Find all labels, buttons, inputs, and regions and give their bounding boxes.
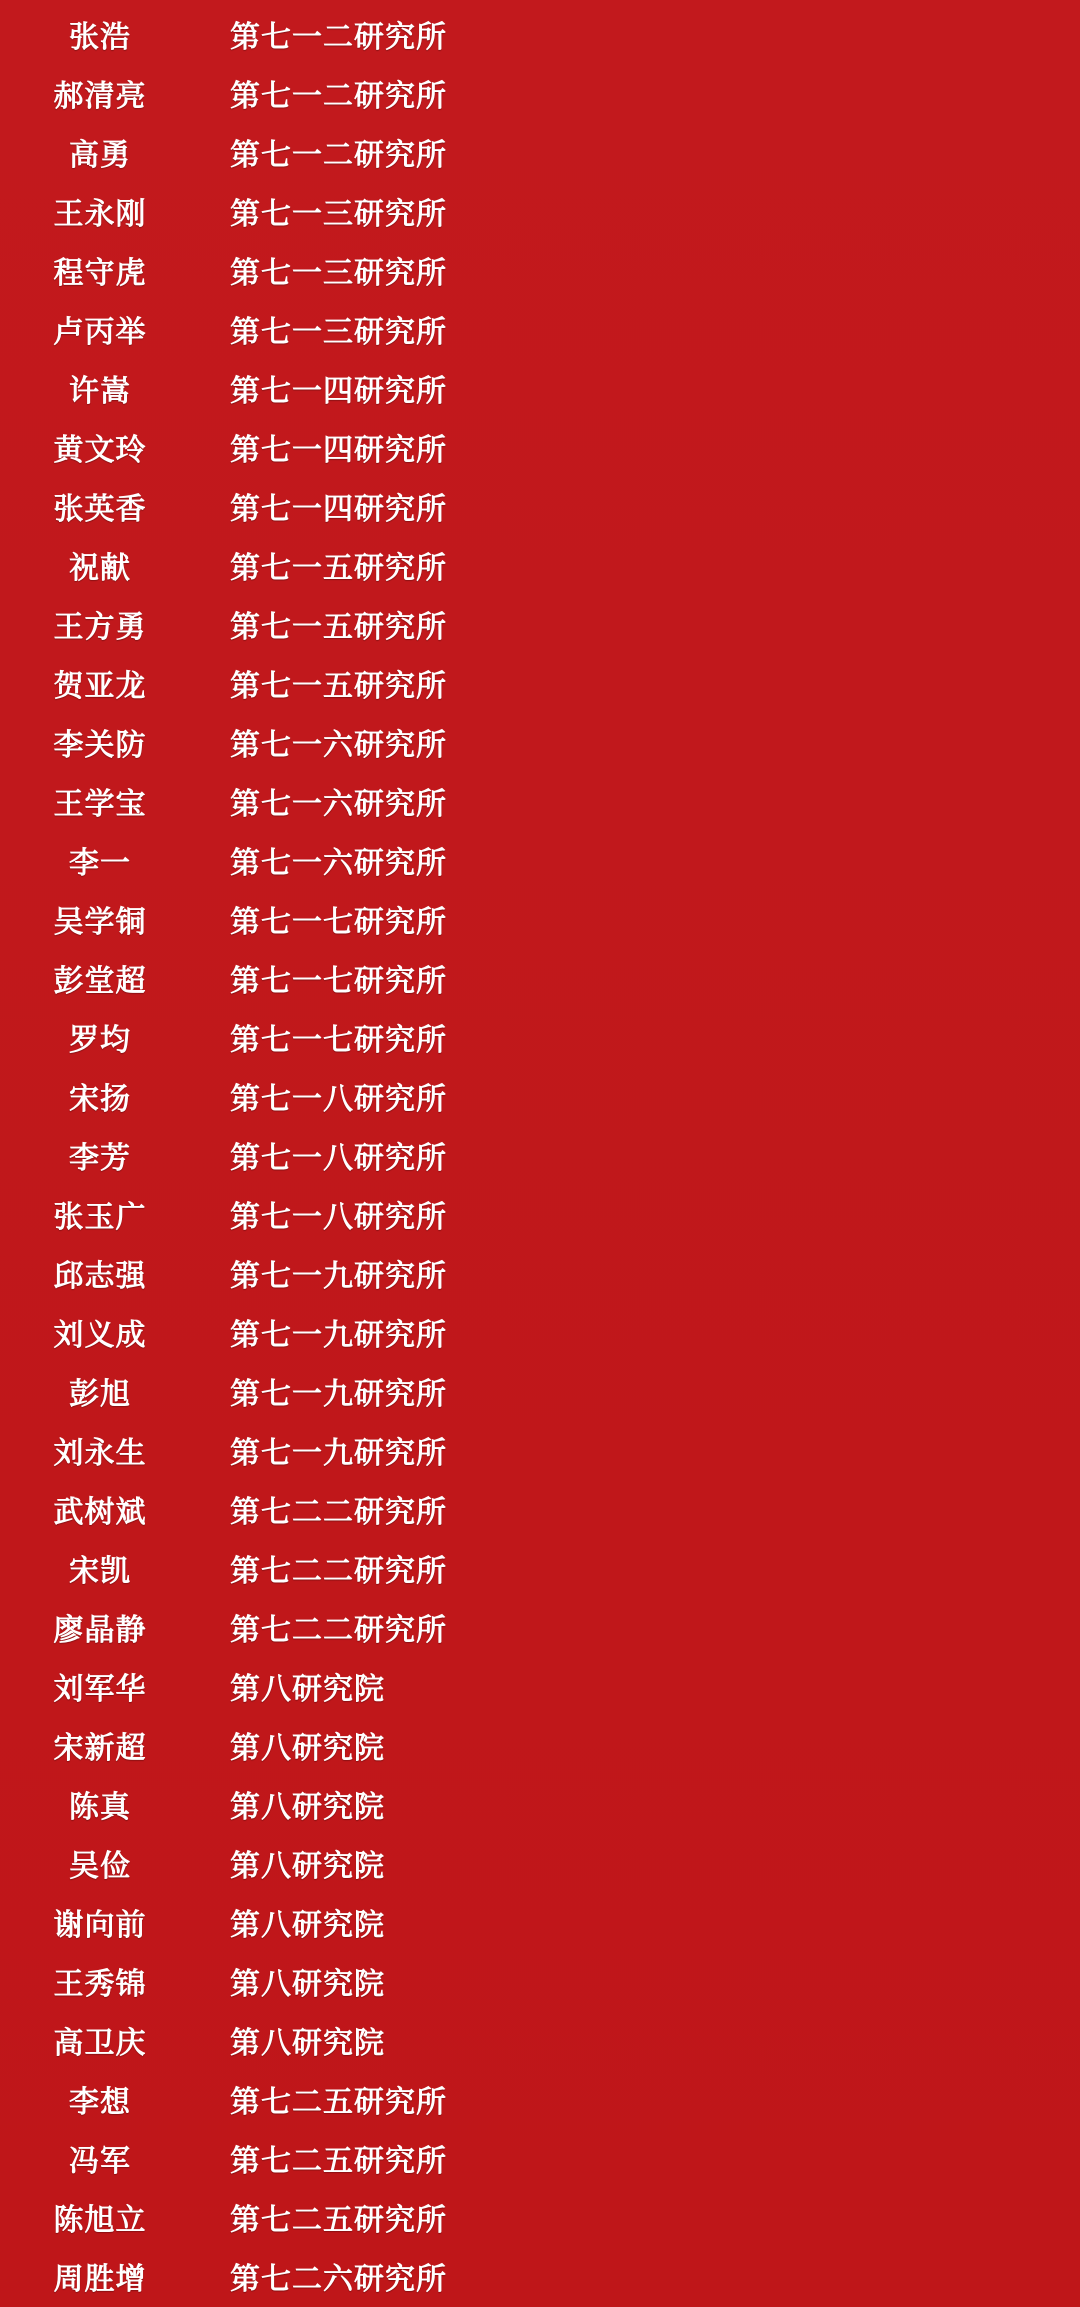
person-unit: 第七一四研究所 bbox=[230, 433, 447, 467]
person-unit: 第七一二研究所 bbox=[230, 138, 447, 172]
person-name: 李想 bbox=[69, 2085, 131, 2119]
roster-row bbox=[0, 535, 1080, 594]
person-unit: 第七一五研究所 bbox=[230, 669, 447, 703]
person-name: 王学宝 bbox=[53, 787, 147, 821]
roster-row bbox=[0, 299, 1080, 358]
person-name: 许嵩 bbox=[69, 374, 131, 408]
person-name: 谢向前 bbox=[53, 1908, 147, 1942]
person-name: 刘义成 bbox=[53, 1318, 147, 1352]
person-unit: 第七一八研究所 bbox=[230, 1082, 447, 1116]
roster-row bbox=[0, 1361, 1080, 1420]
person-unit: 第七二五研究所 bbox=[230, 2085, 447, 2119]
roster-row bbox=[0, 2246, 1080, 2305]
person-unit: 第八研究院 bbox=[230, 1731, 385, 1765]
roster-row bbox=[0, 240, 1080, 299]
person-name: 黄文玲 bbox=[53, 433, 147, 467]
person-unit: 第八研究院 bbox=[230, 1790, 385, 1824]
person-name: 郝清亮 bbox=[53, 79, 147, 113]
roster-row bbox=[0, 1479, 1080, 1538]
person-name: 李芳 bbox=[69, 1141, 131, 1175]
person-name: 宋新超 bbox=[53, 1731, 147, 1765]
person-unit: 第八研究院 bbox=[230, 2026, 385, 2060]
person-unit: 第七二二研究所 bbox=[230, 1554, 447, 1588]
roster-row bbox=[0, 653, 1080, 712]
person-name: 武树斌 bbox=[53, 1495, 147, 1529]
roster-row bbox=[0, 594, 1080, 653]
person-unit: 第七一四研究所 bbox=[230, 492, 447, 526]
roster-row bbox=[0, 1892, 1080, 1951]
person-unit: 第七一六研究所 bbox=[230, 787, 447, 821]
person-unit: 第七一三研究所 bbox=[230, 315, 447, 349]
roster-row bbox=[0, 1125, 1080, 1184]
person-unit: 第七二二研究所 bbox=[230, 1613, 447, 1647]
person-unit: 第七一九研究所 bbox=[230, 1436, 447, 1470]
person-unit: 第七二五研究所 bbox=[230, 2203, 447, 2237]
roster-list bbox=[0, 4, 1080, 2305]
person-name: 程守虎 bbox=[53, 256, 147, 290]
person-name: 邱志强 bbox=[53, 1259, 147, 1293]
person-name: 贺亚龙 bbox=[53, 669, 147, 703]
person-unit: 第七一三研究所 bbox=[230, 256, 447, 290]
roster-row bbox=[0, 2010, 1080, 2069]
person-name: 宋凯 bbox=[69, 1554, 131, 1588]
roster-row bbox=[0, 712, 1080, 771]
person-name: 彭旭 bbox=[69, 1377, 131, 1411]
person-unit: 第七一九研究所 bbox=[230, 1318, 447, 1352]
person-name: 刘永生 bbox=[53, 1436, 147, 1470]
person-unit: 第七一七研究所 bbox=[230, 905, 447, 939]
person-name: 吴学铜 bbox=[53, 905, 147, 939]
person-name: 高卫庆 bbox=[53, 2026, 147, 2060]
person-name: 李一 bbox=[69, 846, 131, 880]
person-name: 高勇 bbox=[69, 138, 131, 172]
person-unit: 第七二二研究所 bbox=[230, 1495, 447, 1529]
person-name: 刘军华 bbox=[53, 1672, 147, 1706]
roster-row bbox=[0, 1066, 1080, 1125]
person-name: 王秀锦 bbox=[53, 1967, 147, 2001]
person-unit: 第七一七研究所 bbox=[230, 964, 447, 998]
person-name: 卢丙举 bbox=[53, 315, 147, 349]
person-unit: 第七二五研究所 bbox=[230, 2144, 447, 2178]
person-unit: 第七一二研究所 bbox=[230, 20, 447, 54]
person-unit: 第七一六研究所 bbox=[230, 728, 447, 762]
roster-row bbox=[0, 1302, 1080, 1361]
roster-row bbox=[0, 1420, 1080, 1479]
person-unit: 第七二六研究所 bbox=[230, 2262, 447, 2296]
person-unit: 第八研究院 bbox=[230, 1849, 385, 1883]
person-unit: 第七一六研究所 bbox=[230, 846, 447, 880]
roster-row bbox=[0, 1951, 1080, 2010]
roster-row bbox=[0, 122, 1080, 181]
roster-row bbox=[0, 830, 1080, 889]
roster-row bbox=[0, 2069, 1080, 2128]
person-unit: 第八研究院 bbox=[230, 1908, 385, 1942]
person-name: 罗均 bbox=[69, 1023, 131, 1057]
roster-row bbox=[0, 2128, 1080, 2187]
roster-row bbox=[0, 1184, 1080, 1243]
roster-row bbox=[0, 417, 1080, 476]
person-unit: 第七一八研究所 bbox=[230, 1200, 447, 1234]
roster-row bbox=[0, 1656, 1080, 1715]
person-unit: 第七一四研究所 bbox=[230, 374, 447, 408]
person-name: 冯军 bbox=[69, 2144, 131, 2178]
roster-row bbox=[0, 476, 1080, 535]
person-name: 祝献 bbox=[69, 551, 131, 585]
person-unit: 第七一三研究所 bbox=[230, 197, 447, 231]
roster-row bbox=[0, 1715, 1080, 1774]
person-unit: 第七一五研究所 bbox=[230, 610, 447, 644]
person-unit: 第七一七研究所 bbox=[230, 1023, 447, 1057]
person-name: 宋扬 bbox=[69, 1082, 131, 1116]
person-unit: 第七一八研究所 bbox=[230, 1141, 447, 1175]
roster-row bbox=[0, 1007, 1080, 1066]
roster-row bbox=[0, 771, 1080, 830]
person-unit: 第八研究院 bbox=[230, 1967, 385, 2001]
roster-row bbox=[0, 4, 1080, 63]
roster-row bbox=[0, 2187, 1080, 2246]
person-name: 吴俭 bbox=[69, 1849, 131, 1883]
person-name: 陈真 bbox=[69, 1790, 131, 1824]
roster-row bbox=[0, 63, 1080, 122]
roster-row bbox=[0, 948, 1080, 1007]
person-name: 廖晶静 bbox=[53, 1613, 147, 1647]
person-unit: 第七一九研究所 bbox=[230, 1259, 447, 1293]
person-unit: 第八研究院 bbox=[230, 1672, 385, 1706]
person-unit: 第七一二研究所 bbox=[230, 79, 447, 113]
person-name: 王永刚 bbox=[53, 197, 147, 231]
person-name: 张浩 bbox=[69, 20, 131, 54]
roster-row bbox=[0, 1538, 1080, 1597]
person-unit: 第七一九研究所 bbox=[230, 1377, 447, 1411]
roster-row bbox=[0, 181, 1080, 240]
person-name: 李关防 bbox=[53, 728, 147, 762]
person-unit: 第七一五研究所 bbox=[230, 551, 447, 585]
person-name: 彭堂超 bbox=[53, 964, 147, 998]
roster-row bbox=[0, 1774, 1080, 1833]
roster-row bbox=[0, 889, 1080, 948]
roster-row bbox=[0, 1833, 1080, 1892]
person-name: 陈旭立 bbox=[53, 2203, 147, 2237]
roster-row bbox=[0, 1597, 1080, 1656]
person-name: 周胜增 bbox=[53, 2262, 147, 2296]
person-name: 王方勇 bbox=[53, 610, 147, 644]
roster-row bbox=[0, 358, 1080, 417]
roster-row bbox=[0, 1243, 1080, 1302]
person-name: 张玉广 bbox=[53, 1200, 147, 1234]
person-name: 张英香 bbox=[53, 492, 147, 526]
